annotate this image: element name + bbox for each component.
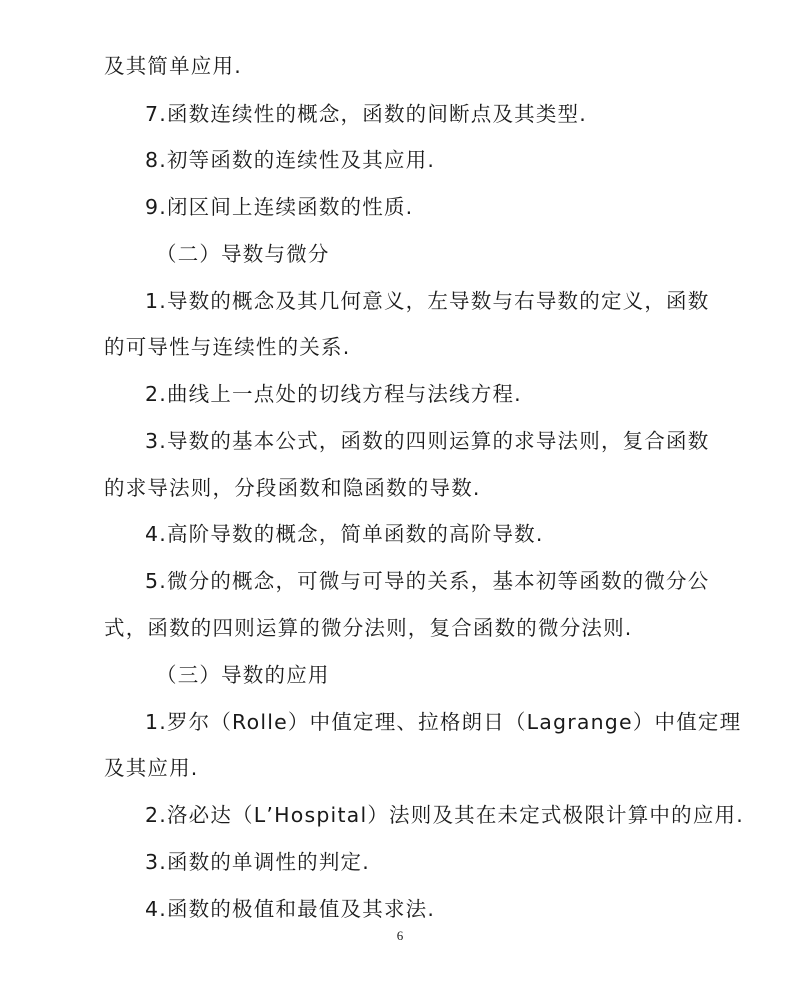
section-heading-applications: （三）导数的应用 bbox=[156, 663, 330, 687]
text-line-continuation: 的求导法则，分段函数和隐函数的导数. bbox=[104, 476, 481, 500]
text-line-item-3: 3.函数的单调性的判定. bbox=[145, 850, 370, 874]
text-line-continuation: 及其简单应用. bbox=[104, 54, 242, 78]
text-line-continuation: 及其应用. bbox=[104, 756, 199, 780]
text-line-continuation: 式，函数的四则运算的微分法则，复合函数的微分法则. bbox=[104, 616, 633, 640]
text-line-continuation: 的可导性与连续性的关系. bbox=[104, 335, 351, 359]
text-line-item-1: 1.罗尔（Rolle）中值定理、拉格朗日（Lagrange）中值定理 bbox=[145, 710, 742, 734]
text-line-item-2: 2.洛必达（L’Hospital）法则及其在未定式极限计算中的应用. bbox=[145, 803, 744, 827]
text-line-item-9: 9.闭区间上连续函数的性质. bbox=[145, 195, 414, 219]
text-line-item-3: 3.导数的基本公式，函数的四则运算的求导法则，复合函数 bbox=[145, 429, 710, 453]
text-line-item-4: 4.函数的极值和最值及其求法. bbox=[145, 897, 436, 921]
text-line-item-1: 1.导数的概念及其几何意义，左导数与右导数的定义，函数 bbox=[145, 289, 710, 313]
text-line-item-7: 7.函数连续性的概念，函数的间断点及其类型. bbox=[145, 102, 587, 126]
text-line-item-8: 8.初等函数的连续性及其应用. bbox=[145, 148, 436, 172]
section-heading-derivatives: （二）导数与微分 bbox=[156, 242, 330, 266]
text-line-item-2: 2.曲线上一点处的切线方程与法线方程. bbox=[145, 382, 522, 406]
page-number: 6 bbox=[396, 928, 404, 943]
text-line-item-4: 4.高阶导数的概念，简单函数的高阶导数. bbox=[145, 522, 544, 546]
text-line-item-5: 5.微分的概念，可微与可导的关系，基本初等函数的微分公 bbox=[145, 569, 710, 593]
